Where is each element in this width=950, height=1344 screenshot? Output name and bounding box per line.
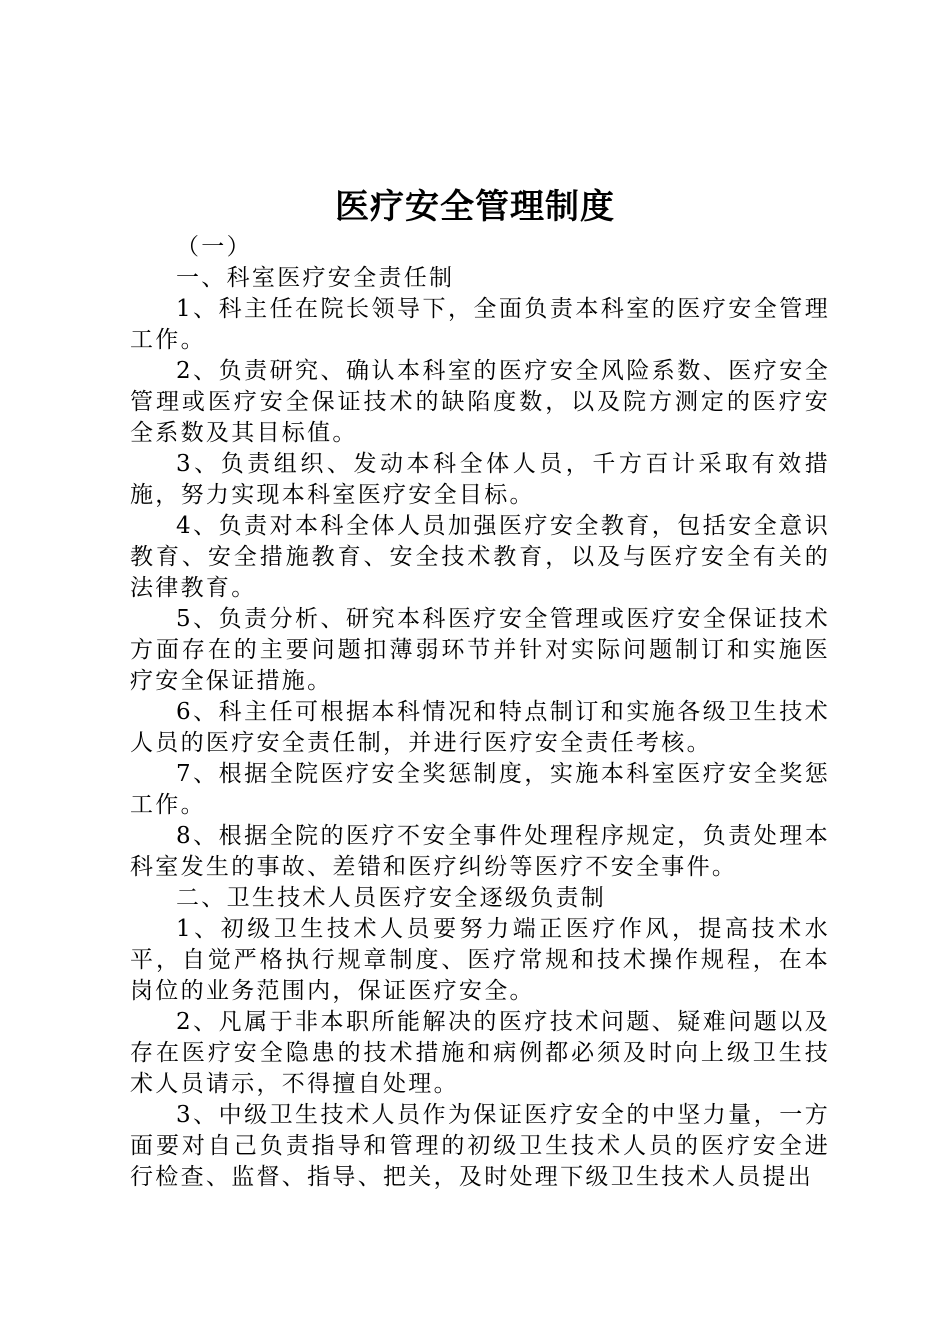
paragraph: 1、科主任在院长领导下，全面负责本科室的医疗安全管理工作。 [130, 296, 830, 353]
paragraph: 2、凡属于非本职所能解决的医疗技术问题、疑难问题以及存在医疗安全隐患的技术措施和病例都必须及时向上级卫生技术人员请示，不得擅自处理。 [130, 1009, 830, 1097]
paragraph: 2、负责研究、确认本科室的医疗安全风险系数、医疗安全管理或医疗安全保证技术的缺陷度数，以及院方测定的医疗安全系数及其目标值。 [130, 358, 830, 446]
paragraph: 3、负责组织、发动本科全体人员，千方百计采取有效措施，努力实现本科室医疗安全目标。 [130, 451, 830, 508]
paragraph: 8、根据全院的医疗不安全事件处理程序规定，负责处理本科室发生的事故、差错和医疗纠纷等医疗不安全事件。 [130, 823, 830, 880]
section-marker: （一） [176, 234, 252, 260]
section-heading: 一、科室医疗安全责任制 [176, 265, 455, 291]
paragraph: 4、负责对本科全体人员加强医疗安全教育，包括安全意识教育、安全措施教育、安全技术教育，以及与医疗安全有关的法律教育。 [130, 513, 830, 601]
paragraph: 3、中级卫生技术人员作为保证医疗安全的中坚力量，一方面要对自己负责指导和管理的初级卫生技术人员的医疗安全进行检查、监督、指导、把关，及时处理下级卫生技术人员提出 [130, 1102, 830, 1190]
paragraph: 1、初级卫生技术人员要努力端正医疗作风，提高技术水平，自觉严格执行规章制度、医疗常规和技术操作规程，在本岗位的业务范围内，保证医疗安全。 [130, 916, 830, 1004]
document-title: 医疗安全管理制度 [335, 187, 615, 227]
paragraph: 5、负责分析、研究本科医疗安全管理或医疗安全保证技术方面存在的主要问题扣薄弱环节并针对实际问题制订和实施医疗安全保证措施。 [130, 606, 830, 694]
paragraph: 7、根据全院医疗安全奖惩制度，实施本科室医疗安全奖惩工作。 [130, 761, 830, 818]
section-heading: 二、卫生技术人员医疗安全逐级负责制 [176, 885, 607, 911]
document-body [130, 232, 830, 1193]
paragraph: 6、科主任可根据本科情况和特点制订和实施各级卫生技术人员的医疗安全责任制，并进行医疗安全责任考核。 [130, 699, 830, 756]
